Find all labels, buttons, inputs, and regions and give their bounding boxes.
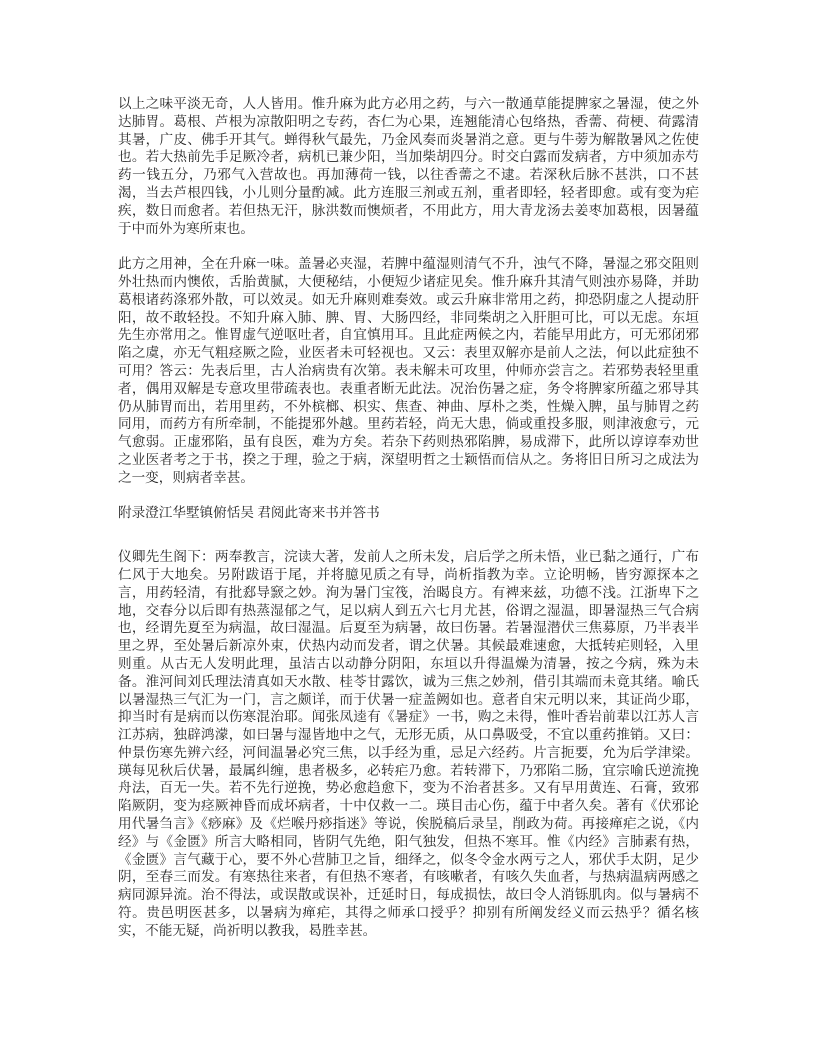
body-paragraph-2: 此方之用神，全在升麻一味。盖暑必夹湿，若脾中蕴湿则清气不升，浊气不降，暑湿之邪交阻则外壮热而内懊侬，舌胎黄腻，大便秘结，小便短少诸症见矣。惟升麻升其清气则浊亦易降，并助葛根诸药涤邪外散，可以效灵。如无升麻则难奏效。或云升麻非常用之药，抑恐阴虚之人提动肝阳，故不敢轻投。不知升麻入肺、脾、胃、大肠四经，非同柴胡之入肝胆可比，可以无虑。东垣先生亦常用之。惟胃虚气逆呕吐者，自宜慎用耳。且此症两候之内，若能早用此方，可无邪闭邪陷之虞，亦无气粗痉厥之险，业医者未可轻视也。又云：表里双解亦是前人之法，何以此症独不可用？答云：先表后里，古人治病贵有次第。表未解未可攻里，仲师亦尝言之。若邪势表轻里重者，偶用双解是专意攻里带疏表也。表重者断无此法。况治伤暑之症，务令将脾家所蕴之邪导其仍从肺胃而出，若用里药，不外槟榔、枳实、焦查、神曲、厚朴之类，性燥入脾，虽与肺胃之药同用，而药方有所牵制，不能提邪外越。里药若轻，尚无大患，倘或重投多服，则津液愈亏，元气愈弱。正虚邪陷，虽有良医，难为方矣。若杂下药则热邪陷脾，易成滞下，此所以谆谆奉劝世之业医者考之于书，揆之于理，验之于病，深望明哲之士颖悟而信从之。务将旧日所习之成法为之一变，则病者幸甚。 [118, 256, 699, 485]
body-paragraph-1: 以上之味平淡无奇，人人皆用。惟升麻为此方必用之药，与六一散通草能提脾家之暑湿，使之外达肺胃。葛根、芦根为凉散阳明之专药，杏仁为心果，连翘能清心包络热，香薷、荷梗、荷露清其暑，广皮、佛手开其气。蝉得秋气最先，乃金风奏而炎暑消之意。更与牛蒡为解散暑风之佐使也。若大热前先手足厥冷者，病机已兼少阳，当加柴胡四分。时交白露而发病者，方中须加赤芍药一钱五分，乃邪气入营故也。再加薄荷一钱，以往香薷之不逮。若深秋后脉不甚洪，口不甚渴，当去芦根四钱，小儿则分量酌减。此方连服三剂或五剂，重者即轻，轻者即愈。或有变为疟疾，数日而愈者。若但热无汗，脉洪数而懊烦者，不用此方，用大青龙汤去姜枣加葛根，因暑蕴于中而外为寒所束也。 [118, 96, 699, 236]
appendix-heading: 附录澄江华墅镇俯恬吴 君阅此寄来书并答书 [118, 505, 380, 521]
letter-paragraph: 仪卿先生阁下：两奉教言，浣读大著，发前人之所未发，启后学之所未悟，业已黏之通行，广布仁风于大地矣。另附跋语于尾，并将臆见质之有导，尚析指教为幸。立论明畅，皆穷源探本之言，用药轻清，有批郄导窾之妙。洵为暑门宝筏，治暍良方。有裨来兹，功德不浅。江浙卑下之地，交春分以后即有热蒸湿郁之气，足以病人到五六七月尤甚，俗谓之湿温，即暑湿热三气合病也，经谓先夏至为病温，故曰湿温。后夏至为病暑，故曰伤暑。若暑湿潜伏三焦募原，乃半表半里之界，至处暑后新凉外束，伏热内动而发者，谓之伏暑。其候最难速愈，大抵转疟则轻，入里则重。从古无人发明此理，虽洁古以动静分阴阳，东垣以升得温燥为清暑，按之今病，殊为未备。淮河间刘氏理法清真如天水散、桂苓甘露饮，诚为三焦之妙剂，借引其端而未竟其绪。喻氏以暑湿热三气汇为一门，言之颇详，而于伏暑一症盖阙如也。意者自宋元明以来，其证尚少耶，抑当时有是病而以伤寒混治耶。闻张凤逵有《暑症》一书，购之未得，惟叶香岩前辈以江苏人言江苏病，独辟鸿濛，如曰暑与湿皆地中之气，无形无质，从口鼻吸受，不宜以重药推销。又曰：仲景伤寒先辨六经，河间温暑必究三焦，以手经为重，忌足六经药。片言扼要，允为后学津梁。瑛每见秋后伏暑，最属纠缠，患者极多，必转疟乃愈。若转滞下，乃邪陷二肠，宜宗喻氏逆流挽舟法，百无一失。若不先行逆挽，势必愈趋愈下，变为不治者甚多。又有早用黄连、石膏，致邪陷厥阴，变为痉厥神昏而成坏病者，十中仅救一二。瑛目击心伤，蕴于中者久矣。著有《伏邪论用代暑刍言》《痧麻》及《烂喉丹痧指迷》等说，俟脱稿后录呈，削政为荷。再接瘅疟之说，《内经》与《金匮》所言大略相同，皆阴气先绝，阳气独发，但热不寒耳。惟《内经》言肺素有热，《金匮》言气藏于心，要不外心营肺卫之旨，细绎之，似冬令金水两亏之人，邪伏手太阴，足少阴，至春三而发。有寒热往来者，有但热不寒者，有咳嗽者，有咳久失血者，与热病温病两感之病同源异流。治不得法，或误散或误补，迁延时日，每成损怯，故曰令人消铄肌肉。似与暑病不符。贵邑明医甚多，以暑病为瘅疟，其得之师承口授乎？抑别有所阐发经义而云热乎？循名核实，不能无疑，尚祈明以教我，曷胜幸甚。 [118, 549, 699, 938]
